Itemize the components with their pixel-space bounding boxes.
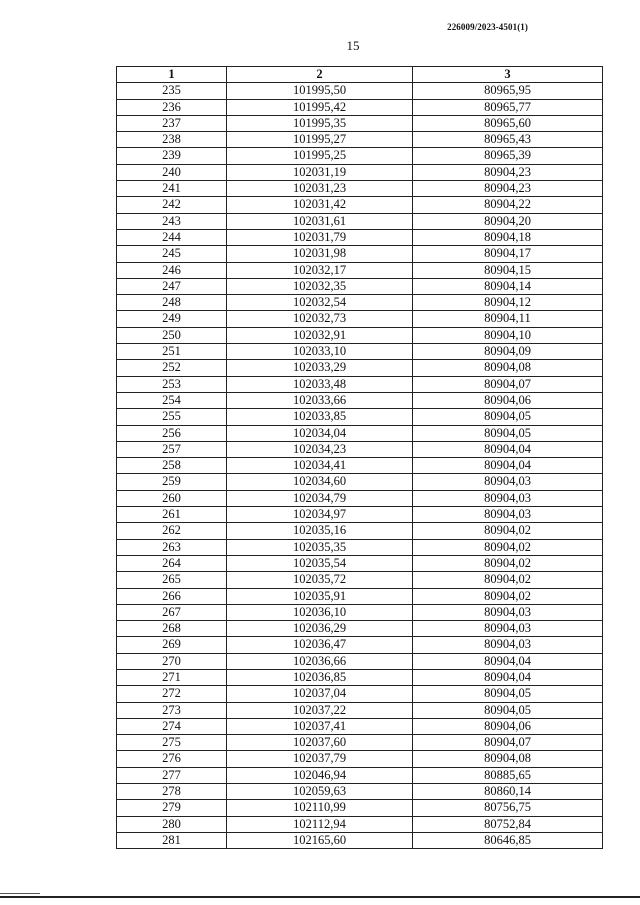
point-number-cell: 262	[117, 523, 227, 539]
x-coordinate-cell: 102034,04	[227, 425, 413, 441]
table-row	[117, 686, 603, 702]
point-number-cell: 246	[117, 262, 227, 278]
x-coordinate-cell: 102032,73	[227, 311, 413, 327]
x-coordinate-cell: 102032,35	[227, 278, 413, 294]
point-number-cell: 240	[117, 164, 227, 180]
point-number-cell: 243	[117, 213, 227, 229]
table-row	[117, 523, 603, 539]
x-coordinate-cell: 101995,27	[227, 132, 413, 148]
point-number-cell: 239	[117, 148, 227, 164]
y-coordinate-cell: 80904,18	[413, 229, 603, 245]
point-number-cell: 238	[117, 132, 227, 148]
x-coordinate-cell: 102036,85	[227, 669, 413, 685]
point-number-cell: 236	[117, 99, 227, 115]
table-row	[117, 621, 603, 637]
y-coordinate-cell: 80904,02	[413, 555, 603, 571]
x-coordinate-cell: 102110,99	[227, 800, 413, 816]
x-coordinate-cell: 102035,54	[227, 555, 413, 571]
bottom-rule	[0, 896, 640, 898]
x-coordinate-cell: 101995,35	[227, 115, 413, 131]
table-row	[117, 718, 603, 734]
x-coordinate-cell: 102112,94	[227, 816, 413, 832]
y-coordinate-cell: 80904,03	[413, 604, 603, 620]
table-row	[117, 181, 603, 197]
point-number-cell: 250	[117, 327, 227, 343]
x-coordinate-cell: 102033,48	[227, 376, 413, 392]
table-body	[117, 83, 603, 849]
bottom-rule-thin	[0, 893, 40, 894]
y-coordinate-cell: 80904,20	[413, 213, 603, 229]
y-coordinate-cell: 80904,17	[413, 246, 603, 262]
x-coordinate-cell: 102031,61	[227, 213, 413, 229]
point-number-cell: 242	[117, 197, 227, 213]
x-coordinate-cell: 102037,22	[227, 702, 413, 718]
x-coordinate-cell: 102037,79	[227, 751, 413, 767]
point-number-cell: 273	[117, 702, 227, 718]
point-number-cell: 268	[117, 621, 227, 637]
x-coordinate-cell: 102035,35	[227, 539, 413, 555]
x-coordinate-cell: 102035,91	[227, 588, 413, 604]
x-coordinate-cell: 102034,60	[227, 474, 413, 490]
point-number-cell: 264	[117, 555, 227, 571]
table-row	[117, 295, 603, 311]
table-row	[117, 360, 603, 376]
y-coordinate-cell: 80904,14	[413, 278, 603, 294]
x-coordinate-cell: 102037,04	[227, 686, 413, 702]
y-coordinate-cell: 80904,02	[413, 572, 603, 588]
point-number-cell: 237	[117, 115, 227, 131]
y-coordinate-cell: 80904,06	[413, 392, 603, 408]
point-number-cell: 247	[117, 278, 227, 294]
point-number-cell: 249	[117, 311, 227, 327]
table-row	[117, 197, 603, 213]
y-coordinate-cell: 80965,39	[413, 148, 603, 164]
x-coordinate-cell: 102033,10	[227, 344, 413, 360]
y-coordinate-cell: 80965,60	[413, 115, 603, 131]
x-coordinate-cell: 102031,98	[227, 246, 413, 262]
x-coordinate-cell: 101995,42	[227, 99, 413, 115]
table-row	[117, 83, 603, 99]
y-coordinate-cell: 80904,07	[413, 376, 603, 392]
y-coordinate-cell: 80860,14	[413, 784, 603, 800]
table-row	[117, 751, 603, 767]
y-coordinate-cell: 80904,23	[413, 164, 603, 180]
y-coordinate-cell: 80904,03	[413, 507, 603, 523]
page-number: 15	[346, 38, 360, 53]
table-row	[117, 278, 603, 294]
x-coordinate-cell: 102034,97	[227, 507, 413, 523]
table-row	[117, 507, 603, 523]
table-row	[117, 392, 603, 408]
table-row	[117, 213, 603, 229]
point-number-cell: 270	[117, 653, 227, 669]
point-number-cell: 245	[117, 246, 227, 262]
table-row	[117, 425, 603, 441]
table-row	[117, 588, 603, 604]
table-row	[117, 344, 603, 360]
table-row	[117, 246, 603, 262]
x-coordinate-cell: 102034,79	[227, 490, 413, 506]
point-number-cell: 258	[117, 458, 227, 474]
table-row	[117, 99, 603, 115]
table-row	[117, 327, 603, 343]
table-row	[117, 474, 603, 490]
x-coordinate-cell: 102036,29	[227, 621, 413, 637]
table-row	[117, 767, 603, 783]
coordinates-table	[116, 66, 603, 849]
table-row	[117, 376, 603, 392]
table-row	[117, 132, 603, 148]
x-coordinate-cell: 102032,54	[227, 295, 413, 311]
point-number-cell: 263	[117, 539, 227, 555]
y-coordinate-cell: 80904,23	[413, 181, 603, 197]
y-coordinate-cell: 80904,02	[413, 539, 603, 555]
point-number-cell: 280	[117, 816, 227, 832]
point-number-cell: 272	[117, 686, 227, 702]
point-number-cell: 256	[117, 425, 227, 441]
x-coordinate-cell: 102046,94	[227, 767, 413, 783]
table-row	[117, 637, 603, 653]
table-row	[117, 800, 603, 816]
point-number-cell: 248	[117, 295, 227, 311]
table-row	[117, 458, 603, 474]
y-coordinate-cell: 80904,11	[413, 311, 603, 327]
table-row	[117, 816, 603, 832]
y-coordinate-cell: 80904,05	[413, 702, 603, 718]
point-number-cell: 244	[117, 229, 227, 245]
column-header-3: 3	[413, 67, 603, 83]
table-row	[117, 572, 603, 588]
table-row	[117, 832, 603, 848]
y-coordinate-cell: 80904,07	[413, 735, 603, 751]
x-coordinate-cell: 102031,42	[227, 197, 413, 213]
y-coordinate-cell: 80904,02	[413, 523, 603, 539]
x-coordinate-cell: 102033,29	[227, 360, 413, 376]
table-row	[117, 653, 603, 669]
point-number-cell: 279	[117, 800, 227, 816]
y-coordinate-cell: 80904,05	[413, 686, 603, 702]
point-number-cell: 269	[117, 637, 227, 653]
y-coordinate-cell: 80965,77	[413, 99, 603, 115]
table-row	[117, 164, 603, 180]
point-number-cell: 235	[117, 83, 227, 99]
y-coordinate-cell: 80904,03	[413, 637, 603, 653]
x-coordinate-cell: 102031,23	[227, 181, 413, 197]
point-number-cell: 276	[117, 751, 227, 767]
table-row	[117, 702, 603, 718]
y-coordinate-cell: 80904,04	[413, 669, 603, 685]
y-coordinate-cell: 80904,12	[413, 295, 603, 311]
y-coordinate-cell: 80904,03	[413, 621, 603, 637]
x-coordinate-cell: 101995,50	[227, 83, 413, 99]
table-row	[117, 735, 603, 751]
x-coordinate-cell: 101995,25	[227, 148, 413, 164]
point-number-cell: 275	[117, 735, 227, 751]
y-coordinate-cell: 80904,09	[413, 344, 603, 360]
y-coordinate-cell: 80904,05	[413, 425, 603, 441]
point-number-cell: 271	[117, 669, 227, 685]
x-coordinate-cell: 102036,47	[227, 637, 413, 653]
x-coordinate-cell: 102032,17	[227, 262, 413, 278]
point-number-cell: 260	[117, 490, 227, 506]
table-row	[117, 669, 603, 685]
table-row	[117, 490, 603, 506]
y-coordinate-cell: 80646,85	[413, 832, 603, 848]
y-coordinate-cell: 80904,08	[413, 360, 603, 376]
x-coordinate-cell: 102034,23	[227, 441, 413, 457]
y-coordinate-cell: 80904,08	[413, 751, 603, 767]
point-number-cell: 277	[117, 767, 227, 783]
point-number-cell: 241	[117, 181, 227, 197]
table-row	[117, 555, 603, 571]
point-number-cell: 252	[117, 360, 227, 376]
x-coordinate-cell: 102035,72	[227, 572, 413, 588]
table-header	[117, 67, 603, 83]
point-number-cell: 261	[117, 507, 227, 523]
y-coordinate-cell: 80904,03	[413, 490, 603, 506]
y-coordinate-cell: 80904,02	[413, 588, 603, 604]
table-row	[117, 229, 603, 245]
y-coordinate-cell: 80904,06	[413, 718, 603, 734]
y-coordinate-cell: 80904,04	[413, 653, 603, 669]
y-coordinate-cell: 80756,75	[413, 800, 603, 816]
point-number-cell: 259	[117, 474, 227, 490]
point-number-cell: 281	[117, 832, 227, 848]
column-header-1: 1	[117, 67, 227, 83]
x-coordinate-cell: 102031,79	[227, 229, 413, 245]
y-coordinate-cell: 80904,05	[413, 409, 603, 425]
x-coordinate-cell: 102036,10	[227, 604, 413, 620]
table-row	[117, 148, 603, 164]
y-coordinate-cell: 80965,95	[413, 83, 603, 99]
document-number: 226009/2023-4501(1)	[447, 22, 528, 32]
point-number-cell: 265	[117, 572, 227, 588]
point-number-cell: 266	[117, 588, 227, 604]
column-header-2: 2	[227, 67, 413, 83]
point-number-cell: 251	[117, 344, 227, 360]
point-number-cell: 257	[117, 441, 227, 457]
x-coordinate-cell: 102032,91	[227, 327, 413, 343]
table-row	[117, 115, 603, 131]
y-coordinate-cell: 80965,43	[413, 132, 603, 148]
point-number-cell: 278	[117, 784, 227, 800]
table-row	[117, 441, 603, 457]
table-row	[117, 784, 603, 800]
table-row	[117, 539, 603, 555]
y-coordinate-cell: 80752,84	[413, 816, 603, 832]
point-number-cell: 253	[117, 376, 227, 392]
x-coordinate-cell: 102033,85	[227, 409, 413, 425]
x-coordinate-cell: 102031,19	[227, 164, 413, 180]
x-coordinate-cell: 102037,41	[227, 718, 413, 734]
table-row	[117, 604, 603, 620]
x-coordinate-cell: 102059,63	[227, 784, 413, 800]
x-coordinate-cell: 102036,66	[227, 653, 413, 669]
table-row	[117, 311, 603, 327]
x-coordinate-cell: 102037,60	[227, 735, 413, 751]
x-coordinate-cell: 102033,66	[227, 392, 413, 408]
x-coordinate-cell: 102035,16	[227, 523, 413, 539]
y-coordinate-cell: 80885,65	[413, 767, 603, 783]
point-number-cell: 254	[117, 392, 227, 408]
y-coordinate-cell: 80904,15	[413, 262, 603, 278]
table-header-row	[117, 67, 603, 83]
y-coordinate-cell: 80904,03	[413, 474, 603, 490]
point-number-cell: 274	[117, 718, 227, 734]
table-row	[117, 262, 603, 278]
y-coordinate-cell: 80904,04	[413, 458, 603, 474]
x-coordinate-cell: 102165,60	[227, 832, 413, 848]
point-number-cell: 255	[117, 409, 227, 425]
y-coordinate-cell: 80904,22	[413, 197, 603, 213]
point-number-cell: 267	[117, 604, 227, 620]
y-coordinate-cell: 80904,10	[413, 327, 603, 343]
x-coordinate-cell: 102034,41	[227, 458, 413, 474]
table-row	[117, 409, 603, 425]
y-coordinate-cell: 80904,04	[413, 441, 603, 457]
